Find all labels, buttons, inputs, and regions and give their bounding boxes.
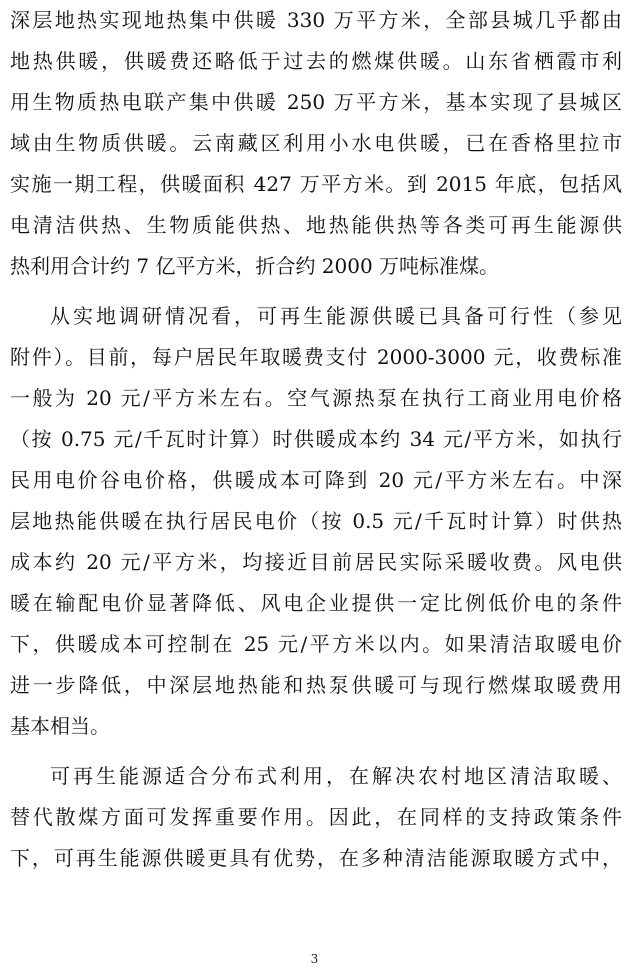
- paragraph-2-line-9: 下，供暖成本可控制在 25 元/平方米以内。如果清洁取暖电价: [10, 632, 622, 656]
- paragraph-2-line-11: 基本相当。: [10, 714, 110, 738]
- paragraph-2-line-1: 从实地调研情况看，可再生能源供暖已具备可行性（参见: [50, 304, 622, 328]
- paragraph-1-line-2: 地热供暖，供暖费还略低于过去的燃煤供暖。山东省栖霞市利: [10, 49, 622, 73]
- paragraph-1-line-6: 电清洁供热、生物质能供热、地热能供热等各类可再生能源供: [10, 213, 622, 237]
- paragraph-3-line-2: 替代散煤方面可发挥重要作用。因此，在同样的支持政策条件: [10, 805, 622, 829]
- paragraph-2-line-5: 民用电价谷电价格，供暖成本可降到 20 元/平方米左右。中深: [10, 468, 622, 492]
- paragraph-2-line-4: （按 0.75 元/千瓦时计算）时供暖成本约 34 元/平方米，如执行: [10, 427, 622, 451]
- paragraph-3-line-3: 下，可再生能源供暖更具有优势，在多种清洁能源取暖方式中，: [10, 846, 622, 870]
- paragraph-2-line-10: 进一步降低，中深层地热能和热泵供暖可与现行燃煤取暖费用: [10, 673, 622, 697]
- paragraph-2-line-2: 附件）。目前，每户居民年取暖费支付 2000-3000 元，收费标准: [10, 345, 622, 369]
- paragraph-1-line-4: 域由生物质供暖。云南藏区利用小水电供暖，已在香格里拉市: [10, 131, 622, 155]
- paragraph-2-line-8: 暖在输配电价显著降低、风电企业提供一定比例低价电的条件: [10, 591, 622, 615]
- paragraph-1-line-7: 热利用合计约 7 亿平方米，折合约 2000 万吨标准煤。: [10, 254, 500, 278]
- paragraph-1-line-3: 用生物质热电联产集中供暖 250 万平方米，基本实现了县城区: [10, 90, 622, 114]
- paragraph-2-line-6: 层地热能供暖在执行居民电价（按 0.5 元/千瓦时计算）时供热: [10, 509, 622, 533]
- paragraph-2-line-3: 一般为 20 元/平方米左右。空气源热泵在执行工商业用电价格: [10, 386, 622, 410]
- paragraph-3-line-1: 可再生能源适合分布式利用，在解决农村地区清洁取暖、: [50, 764, 622, 788]
- paragraph-1-line-1: 深层地热实现地热集中供暖 330 万平方米，全部县城几乎都由: [10, 8, 622, 32]
- paragraph-2-line-7: 成本约 20 元/平方米，均接近目前居民实际采暖收费。风电供: [10, 550, 622, 574]
- paragraph-1-line-5: 实施一期工程，供暖面积 427 万平方米。到 2015 年底，包括风: [10, 172, 622, 196]
- page-number: 3: [310, 952, 319, 966]
